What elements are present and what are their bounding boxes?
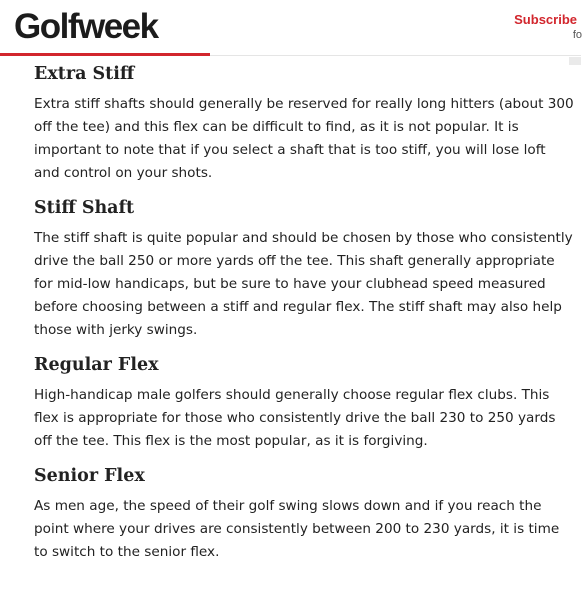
section-regular-flex [34,353,574,453]
subscribe-subtext: fo [572,29,582,41]
logo-underline [0,53,210,56]
section-heading: Senior Flex [34,466,145,486]
section-heading: Stiff Shaft [34,198,135,218]
section-heading: Extra Stiff [34,64,135,84]
subscribe-link[interactable]: Subscribe [514,12,577,27]
section-paragraph: The stiff shaft is quite popular and should be chosen by those who consistently drive the ball 250 or more yards off the tee. This shaft generally appropriate for mid-low handicaps, but be sure to have your clubhead speed measured before choosing between a stiff and regular flex. The stiff shaft may also help those with jerky swings. [34,230,573,338]
header-divider [210,55,581,56]
section-paragraph: As men age, the speed of their golf swing slows down and if you reach the point where your drives are consistently between 200 to 230 yards, it is time to switch to the senior flex. [34,498,560,560]
article-body [34,62,574,575]
section-paragraph: Extra stiff shafts should generally be reserved for really long hitters (about 300 off the tee) and this flex can be difficult to find, as it is not popular. It is important to note that if you select a shaft that is too stiff, you will lose loft and control on your shots. [34,96,574,181]
section-stiff-shaft [34,196,574,342]
section-heading: Regular Flex [34,355,159,375]
golfweek-logo[interactable]: Golfweek [14,7,158,46]
site-header [0,0,581,58]
section-extra-stiff [34,62,574,185]
section-senior-flex [34,464,574,564]
section-paragraph: High-handicap male golfers should generally choose regular flex clubs. This flex is appropriate for those who consistently drive the ball 230 to 250 yards off the tee. This flex is the most popular, as it is forgiving. [34,387,556,449]
